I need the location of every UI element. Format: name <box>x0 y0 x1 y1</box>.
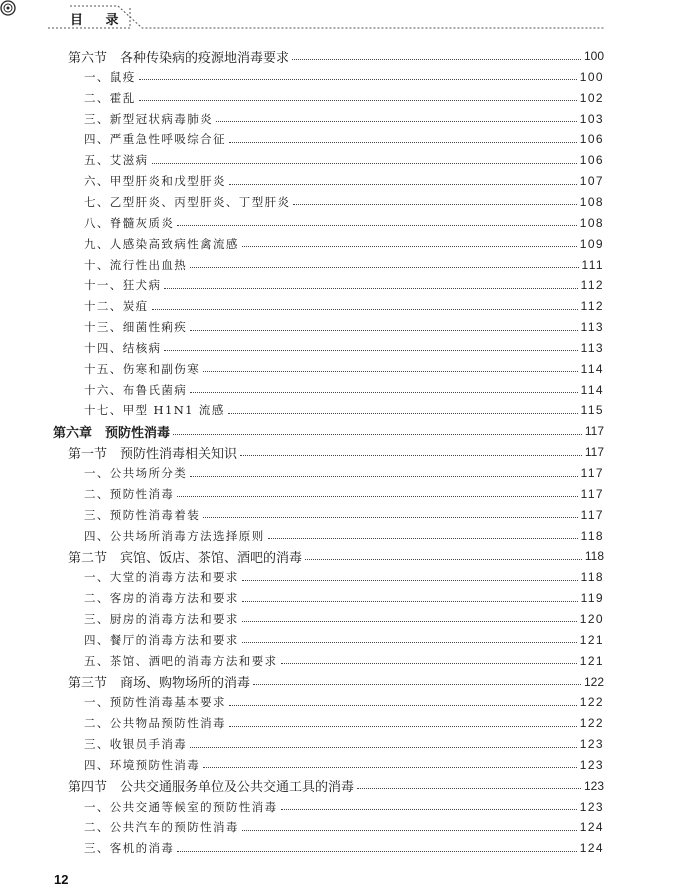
toc-entry-page: 123 <box>579 799 604 814</box>
toc-entry-title: 五、艾滋病 <box>84 153 149 168</box>
toc-item-row <box>84 838 604 858</box>
toc-entry-title: 三、收银员手消毒 <box>84 737 188 752</box>
toc-entry-title: 四、环境预防性消毒 <box>84 757 201 772</box>
toc-entry-page: 122 <box>583 674 604 689</box>
dot-leader <box>305 559 582 560</box>
dot-leader <box>229 705 577 706</box>
toc-item-row <box>84 109 604 129</box>
toc-entry-page: 113 <box>580 320 604 335</box>
toc-item-row <box>84 234 604 254</box>
toc-entry-title: 十三、细菌性痢疾 <box>84 320 188 335</box>
dot-leader <box>203 517 578 518</box>
toc-entry-title: 三、预防性消毒着装 <box>84 507 201 522</box>
dot-leader <box>242 246 577 247</box>
dot-leader <box>242 830 577 831</box>
toc-entry-page: 100 <box>579 69 604 84</box>
toc-entry-page: 117 <box>584 445 604 460</box>
toc-entry-page: 117 <box>584 424 604 439</box>
toc-entry-page: 106 <box>579 153 604 168</box>
toc-entry-page: 108 <box>579 215 604 230</box>
toc-entry-page: 118 <box>580 528 604 543</box>
toc-entry-title: 七、乙型肝炎、丙型肝炎、丁型肝炎 <box>84 194 291 209</box>
toc-entry-page: 124 <box>579 841 604 856</box>
toc-entry-title: 二、公共物品预防性消毒 <box>84 716 226 731</box>
toc-entry-title: 九、人感染高致病性禽流感 <box>84 236 239 251</box>
toc-item-row <box>84 526 604 546</box>
toc-item-row <box>84 692 604 712</box>
toc-entry-title: 六、甲型肝炎和戊型肝炎 <box>84 174 226 189</box>
toc-item-row <box>84 150 604 170</box>
toc-item-row <box>84 651 604 671</box>
toc-entry-page: 100 <box>583 49 604 63</box>
toc-entry-title: 第四节 公共交通服务单位及公共交通工具的消毒 <box>68 780 355 796</box>
toc-entry-page: 118 <box>580 570 604 585</box>
dot-leader <box>203 767 577 768</box>
toc-entry-page: 114 <box>580 361 604 376</box>
toc-item-row <box>84 755 604 775</box>
toc-entry-page: 117 <box>580 466 604 480</box>
toc-entry-page: 107 <box>579 174 604 189</box>
dot-leader <box>177 225 576 226</box>
toc-entry-title: 四、严重急性呼吸综合征 <box>84 132 226 147</box>
toc-item-row <box>84 505 604 525</box>
toc-item-row <box>84 213 604 233</box>
toc-item-row <box>84 338 604 358</box>
toc-entry-title: 五、茶馆、酒吧的消毒方法和要求 <box>84 653 278 668</box>
toc-entry-page: 113 <box>580 340 604 355</box>
dot-leader <box>242 580 578 581</box>
dot-leader <box>190 330 577 331</box>
dot-leader <box>173 434 582 435</box>
toc-section-row <box>68 776 604 796</box>
toc-entry-page: 108 <box>579 194 604 209</box>
toc-entry-title: 一、预防性消毒基本要求 <box>84 695 226 710</box>
toc-entry-title: 一、鼠疫 <box>84 69 136 84</box>
toc-entry-title: 十七、甲型 H1N1 流感 <box>84 403 225 418</box>
toc-entry-title: 二、霍乱 <box>84 90 136 105</box>
toc-section-row <box>68 46 604 66</box>
dot-leader <box>190 476 577 477</box>
toc-entry-page: 111 <box>581 257 604 272</box>
toc-entry-page: 112 <box>580 299 604 314</box>
toc-entry-page: 117 <box>580 507 604 522</box>
toc-entry-title: 十四、结核病 <box>84 340 162 355</box>
dot-leader <box>164 350 577 351</box>
dot-leader <box>190 747 577 748</box>
dot-leader <box>253 684 581 685</box>
toc-entry-page: 102 <box>579 90 604 105</box>
toc-item-row <box>84 797 604 817</box>
toc-item-row <box>84 484 604 504</box>
toc-entry-page: 120 <box>579 611 604 626</box>
toc-entry-page: 121 <box>579 653 604 668</box>
dot-leader <box>229 726 577 727</box>
toc-entry-page: 118 <box>584 549 604 564</box>
toc-entry-page: 121 <box>579 632 604 647</box>
toc-entry-title: 一、公共场所分类 <box>84 466 188 480</box>
dot-leader <box>229 184 577 185</box>
toc-item-row <box>84 129 604 149</box>
toc-entry-title: 一、大堂的消毒方法和要求 <box>84 570 239 585</box>
toc-section-row <box>68 672 604 692</box>
toc-entry-title: 二、预防性消毒 <box>84 486 175 501</box>
toc-entry-page: 124 <box>579 820 604 835</box>
toc-entry-title: 十五、伤寒和副伤寒 <box>84 361 201 376</box>
toc-entry-title: 一、公共交通等候室的预防性消毒 <box>84 799 278 814</box>
toc-entry-title: 八、脊髓灰质炎 <box>84 215 175 230</box>
toc-item-row <box>84 317 604 337</box>
toc-item-row <box>84 171 604 191</box>
dot-leader <box>292 59 581 60</box>
book-logo-icon <box>0 0 16 16</box>
toc-entry-title: 三、客机的消毒 <box>84 841 175 856</box>
toc-entry-page: 109 <box>579 236 604 251</box>
toc-item-row <box>84 630 604 650</box>
toc-entry-page: 119 <box>580 591 604 606</box>
dot-leader <box>281 809 577 810</box>
toc-item-row <box>84 255 604 275</box>
page-number: 12 <box>54 872 69 887</box>
toc-entry-page: 122 <box>579 695 604 710</box>
toc-entry-title: 四、公共场所消毒方法选择原则 <box>84 528 265 543</box>
toc-entry-title: 十二、炭疽 <box>84 299 149 314</box>
toc-item-row <box>84 567 604 587</box>
dot-leader <box>177 851 576 852</box>
dot-leader <box>216 121 577 122</box>
dot-leader <box>164 288 577 289</box>
dot-leader <box>268 538 578 539</box>
toc-item-row <box>84 67 604 87</box>
toc-entry-page: 115 <box>580 403 604 418</box>
toc-entry-title: 第一节 预防性消毒相关知识 <box>68 446 238 462</box>
dot-leader <box>240 455 582 456</box>
dot-leader <box>357 788 581 789</box>
toc-item-row <box>84 713 604 733</box>
dot-leader <box>281 663 577 664</box>
toc-entry-page: 123 <box>579 757 604 772</box>
toc-entry-title: 二、公共汽车的预防性消毒 <box>84 820 239 835</box>
dot-leader <box>139 79 577 80</box>
toc-entry-page: 123 <box>579 737 604 752</box>
toc-entry-page: 114 <box>580 382 604 397</box>
toc-entry-page: 103 <box>579 111 604 126</box>
toc-entry-title: 二、客房的消毒方法和要求 <box>84 591 239 606</box>
dot-leader <box>190 392 577 393</box>
page-header <box>0 0 679 36</box>
dot-leader <box>229 142 577 143</box>
toc-item-row <box>84 609 604 629</box>
toc-entry-title: 十六、布鲁氏菌病 <box>84 382 188 397</box>
toc-item-row <box>84 192 604 212</box>
toc-entry-title: 三、新型冠状病毒肺炎 <box>84 111 213 126</box>
toc-item-row <box>84 359 604 379</box>
toc-entry-page: 106 <box>579 132 604 147</box>
dot-leader <box>228 413 578 414</box>
toc-item-row <box>84 817 604 837</box>
dot-leader <box>177 496 577 497</box>
dot-leader <box>152 163 577 164</box>
dot-leader <box>203 371 578 372</box>
dot-leader <box>293 204 576 205</box>
dot-leader <box>242 621 577 622</box>
toc-item-row <box>84 463 604 483</box>
header-title: 目 录 <box>70 13 128 28</box>
toc-entry-title: 三、厨房的消毒方法和要求 <box>84 611 239 626</box>
toc-item-row <box>84 380 604 400</box>
toc-item-row <box>84 734 604 754</box>
dot-leader <box>242 601 578 602</box>
toc-entry-page: 122 <box>579 716 604 731</box>
toc-item-row <box>84 88 604 108</box>
toc-entry-title: 第二节 宾馆、饭店、茶馆、酒吧的消毒 <box>68 550 303 566</box>
toc-item-row <box>84 588 604 608</box>
toc-entry-title: 十一、狂犬病 <box>84 278 162 293</box>
toc-item-row <box>84 400 604 420</box>
dot-leader <box>152 309 578 310</box>
toc-chapter-row <box>53 421 604 441</box>
toc-section-row <box>68 546 604 566</box>
toc-entry-title: 四、餐厅的消毒方法和要求 <box>84 632 239 647</box>
toc-entry-page: 112 <box>580 278 604 293</box>
toc-entry-title: 第六章 预防性消毒 <box>53 425 171 441</box>
dot-leader <box>139 100 577 101</box>
toc-entry-title: 第六节 各种传染病的疫源地消毒要求 <box>68 50 290 66</box>
dot-leader <box>242 642 577 643</box>
toc-entry-page: 123 <box>583 778 604 793</box>
toc-entry-title: 第三节 商场、购物场所的消毒 <box>68 676 251 691</box>
toc-item-row <box>84 296 604 316</box>
toc-section-row <box>68 442 604 462</box>
toc-entry-page: 117 <box>580 486 604 501</box>
dot-leader <box>190 267 578 268</box>
toc-item-row <box>84 275 604 295</box>
toc-entry-title: 十、流行性出血热 <box>84 257 188 272</box>
